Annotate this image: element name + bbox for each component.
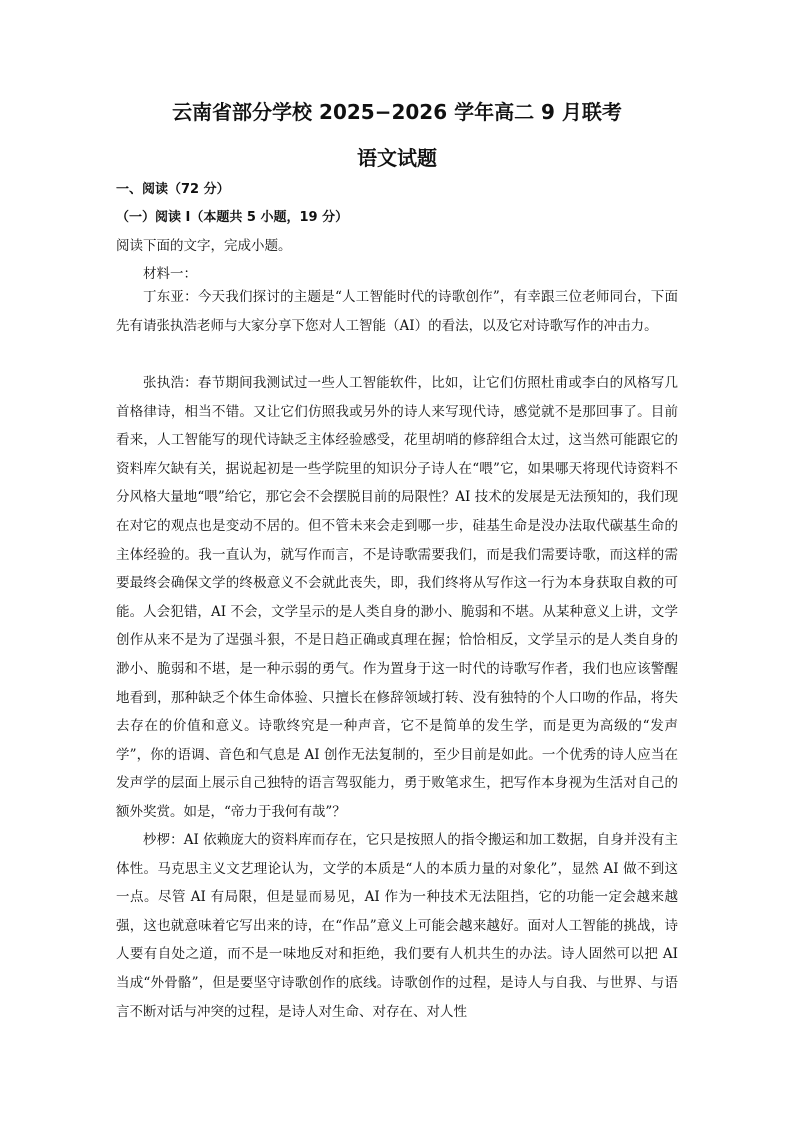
instruction: 阅读下面的文字，完成小题。 (116, 238, 292, 254)
exam-subtitle: 语文试题 (357, 146, 437, 170)
section-heading: 一、阅读（72 分） (116, 182, 230, 197)
subsection-heading: （一）阅读 I（本题共 5 小题，19 分） (116, 210, 349, 225)
paragraph-ding: 丁东亚：今天我们探讨的主题是“人工智能时代的诗歌创作”，有幸跟三位老师同台，下面先有请张执浩老师与大家分享下您对人工智能（AI）的看法，以及它对诗歌写作的冲击力。 (116, 289, 678, 334)
paragraph-shaluo: 杪椤：AI 依赖庞大的资料库而存在，它只是按照人的指令搬运和加工数据，自身并没有主体性。马克思主义文艺理论认为，文学的本质是“人的本质力量的对象化”，显然 AI 做不到这一点。尽管 AI 有局限，但是显而易见，AI 作为一种技术无法阻挡，它的功能一定会越来越强，这也就意味着它写出来的诗，在“作品”意义上可能会越来越好。面对人工智能的挑战，诗人要有自处之道，而不是一味地反对和拒绝，我们要有人机共生的办法。诗人固然可以把 AI 当成“外骨骼”，但是要坚守诗歌创作的底线。诗歌创作的过程，是诗人与自我、与世界、与语言不断对话与冲突的过程，是诗人对生命、对存在、对人性 (116, 832, 678, 1020)
material-label: 材料一： (143, 266, 197, 282)
exam-title: 云南省部分学校 2025−2026 学年高二 9 月联考 (172, 100, 622, 124)
paragraph-zhang: 张执浩：春节期间我测试过一些人工智能软件，比如，让它们仿照杜甫或李白的风格写几首格律诗，相当不错。又让它们仿照我或另外的诗人来写现代诗，感觉就不是那回事了。目前看来，人工智能写的现代诗缺乏主体经验感受，花里胡哨的修辞组合太过，这当然可能跟它的资料库欠缺有关，据说起初是一些学院里的知识分子诗人在“喂”它，如果哪天将现代诗资料不分风格大量地“喂”给它，那它会不会摆脱目前的局限性？AI 技术的发展是无法预知的，我们现在对它的观点也是变动不居的。但不管未来会走到哪一步，硅基生命是没办法取代碳基生命的主体经验的。我一直认为，就写作而言，不是诗歌需要我们，而是我们需要诗歌，而这样的需要最终会确保文学的终极意义不会就此丧失，即，我们终将从写作这一行为本身获取自救的可能。人会犯错，AI 不会，文学呈示的是人类自身的渺小、脆弱和不堪。从某种意义上讲，文学创作从来不是为了逞强斗狠，不是日趋正确或真理在握；恰恰相反，文学呈示的是人类自身的渺小、脆弱和不堪，是一种示弱的勇气。作为置身于这一时代的诗歌写作者，我们也应该警醒地看到，那种缺乏个体生命体验、只擅长在修辞领域打转、没有独特的个人口吻的作品，将失去存在的价值和意义。诗歌终究是一种声音，它不是简单的发生学，而是更为高级的“发声学”，你的语调、音色和气息是 AI 创作无法复制的，至少目前是如此。一个优秀的诗人应当在发声学的层面上展示自己独特的语言驾驭能力，勇于败笔求生，把写作本身视为生活对自己的额外奖赏。如是，“帝力于我何有哉”？ (116, 375, 678, 820)
